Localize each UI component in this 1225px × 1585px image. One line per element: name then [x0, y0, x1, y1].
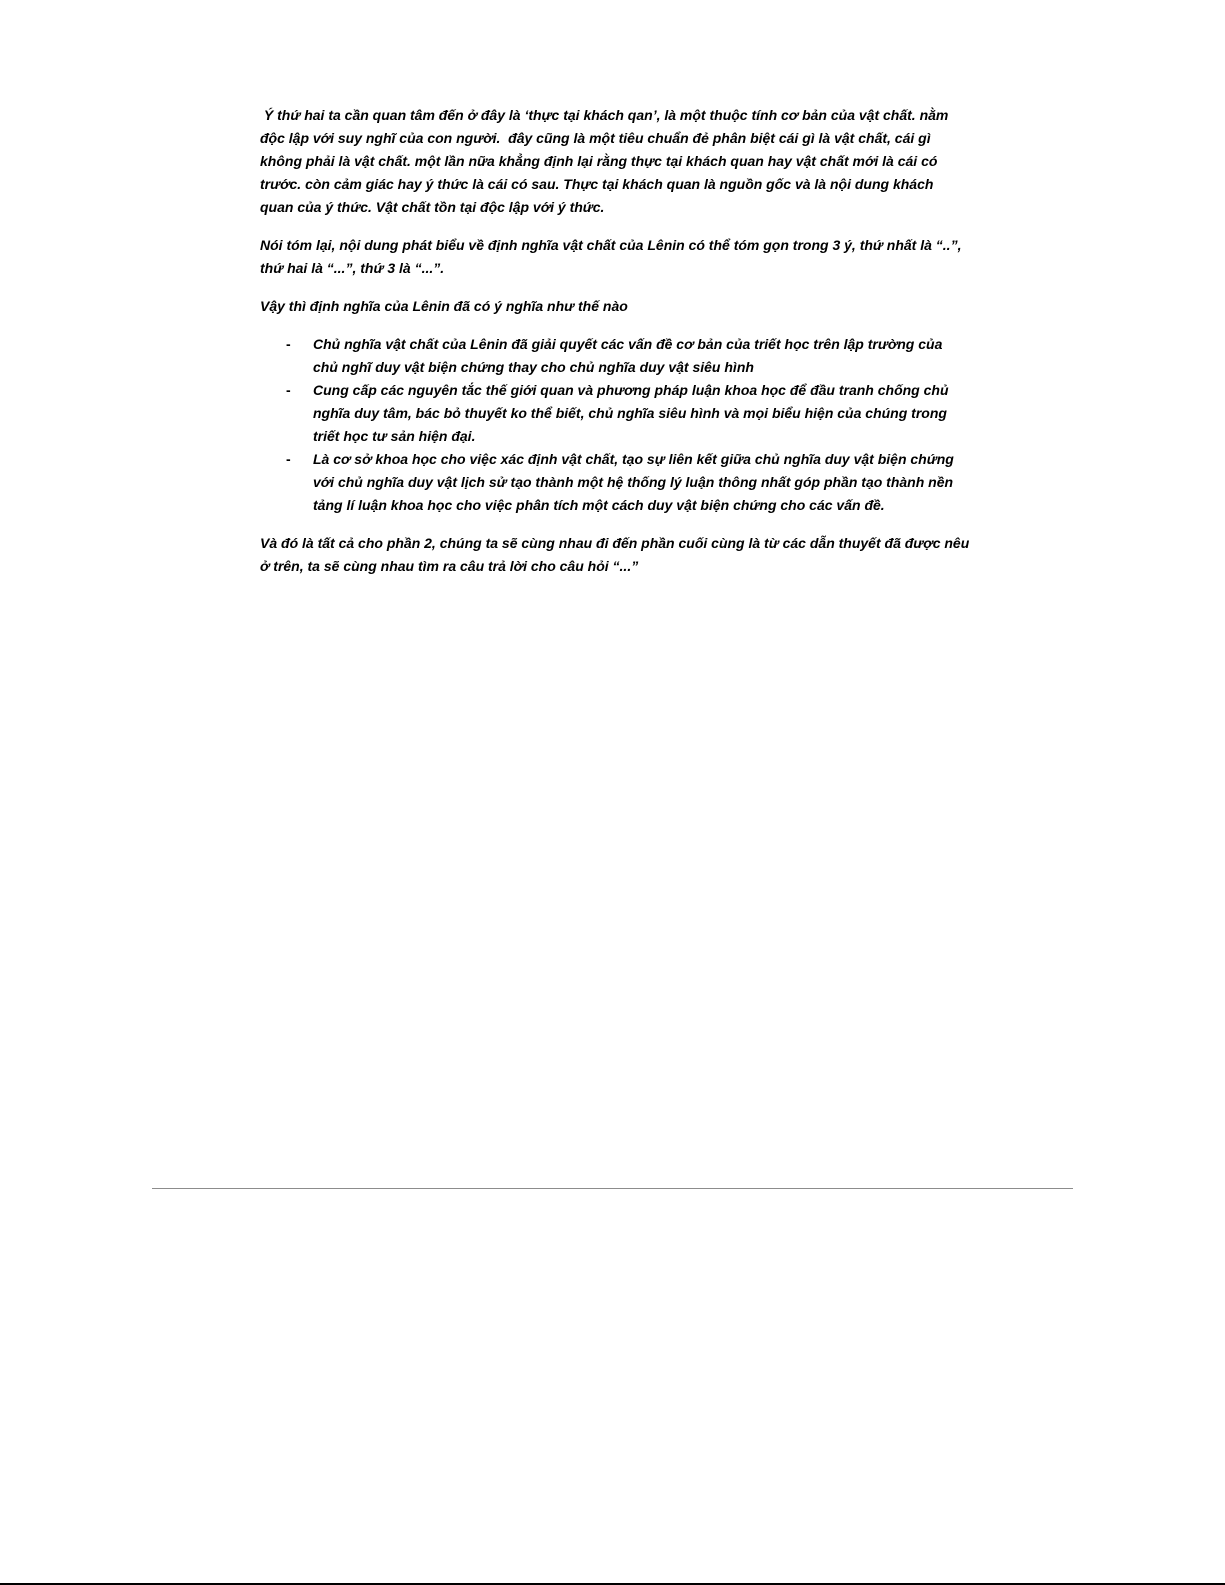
list-item — [260, 333, 970, 379]
footer-divider — [152, 1188, 1073, 1189]
list-item — [260, 379, 970, 448]
bullet-dash: - — [286, 336, 291, 352]
list-item-text: Cung cấp các nguyên tắc thế giới quan và phương pháp luận khoa học để đầu tranh chống chủ nghĩa duy tâm, bác bỏ thuyết ko thể biết, chủ nghĩa siêu hình và mọi biểu hiện của chúng trong triết học tư sản hiện đại. — [313, 382, 949, 444]
significance-list — [260, 333, 970, 517]
paragraph-significance-question: Vậy thì định nghĩa của Lênin đã có ý nghĩa như thế nào — [260, 298, 628, 314]
paragraph-conclusion: Và đó là tất cả cho phần 2, chúng ta sẽ cùng nhau đi đến phần cuối cùng là từ các dẫn thuyết đã được nêu ở trên, ta sẽ cùng nhau tìm ra câu trả lời cho câu hỏi “...” — [260, 535, 974, 574]
paragraph-objective-reality: Ý thứ hai ta cần quan tâm đến ở đây là ‘thực tại khách qan’, là một thuộc tính cơ bản của vật chất. nằm độc lập với suy nghĩ của con người. đây cũng là một tiêu chuẩn đẻ phân biệt cái gì là vật chất, cái gì không phải là vật chất. một lần nữa khẳng định lại rằng thực tại khách quan hay vật chất mới là cái có trước. còn cảm giác hay ý thức là cái có sau. Thực tại khách quan là nguồn gốc và là nội dung khách quan của ý thức. Vật chất tồn tại độc lập với ý thức. — [260, 107, 953, 215]
paragraph-summary: Nói tóm lại, nội dung phát biểu về định nghĩa vật chất của Lênin có thể tóm gọn trong 3 ý, thứ nhất là “..”, thứ hai là “...”, thứ 3 là “...”. — [260, 237, 966, 276]
document-body — [260, 104, 974, 593]
list-item-text: Là cơ sở khoa học cho việc xác định vật chất, tạo sự liên kết giữa chủ nghĩa duy vật biện chứng với chủ nghĩa duy vật lịch sử tạo thành một hệ thống lý luận thông nhất góp phần tạo thành nền tảng lí luận khoa học cho việc phân tích một cách duy vật biện chứng cho các vấn đề. — [313, 451, 954, 513]
list-item-text: Chủ nghĩa vật chất của Lênin đã giải quyết các vấn đề cơ bản của triết học trên lập trường của chủ nghĩ duy vật biện chứng thay cho chủ nghĩa duy vật siêu hình — [313, 336, 943, 375]
bullet-dash: - — [286, 451, 291, 467]
bullet-dash: - — [286, 382, 291, 398]
list-item — [260, 448, 970, 517]
